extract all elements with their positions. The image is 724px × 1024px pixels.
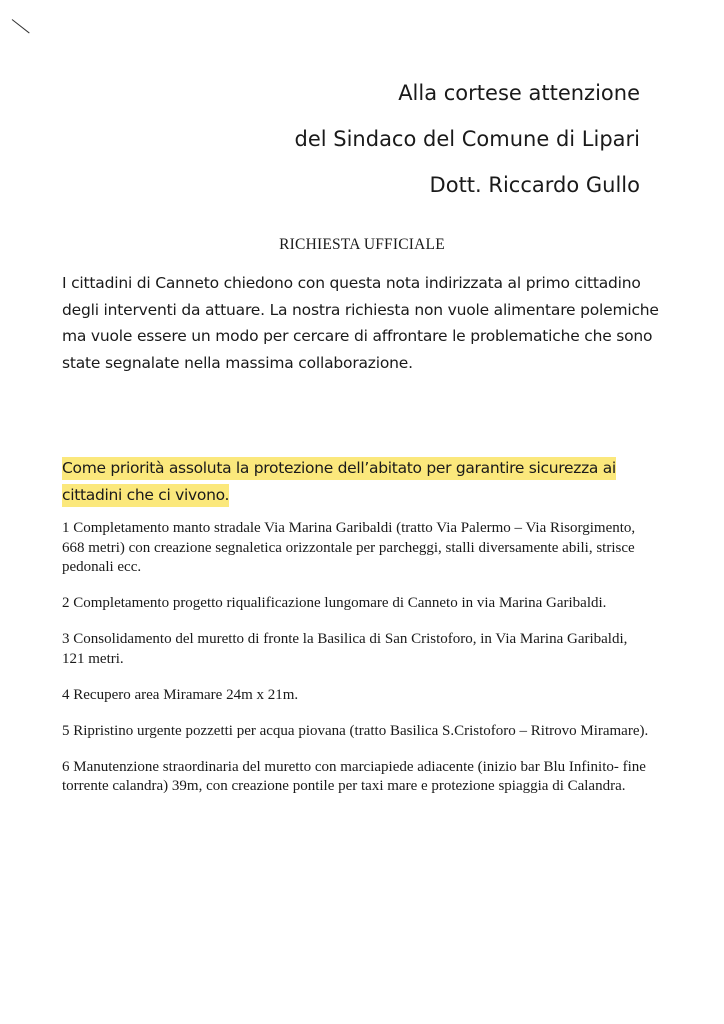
request-list (62, 519, 652, 797)
scan-mark (12, 19, 30, 33)
priority-highlight: Come priorità assoluta la protezione dell’abitato per garantire sicurezza ai cittadini che ci vivono. (62, 457, 616, 507)
list-item: 4 Recupero area Miramare 24m x 21m. (62, 686, 299, 703)
list-item: 1 Completamento manto stradale Via Marina Garibaldi (tratto Via Palermo – Via Risorgimento, 668 metri) con creazione segnaletica orizzontale per parcheggi, stalli diversamente abili, strisce pedonali ecc. (62, 520, 636, 575)
list-item: 2 Completamento progetto riqualificazione lungomare di Canneto in via Marina Garibaldi. (62, 595, 607, 611)
addressee-line-2: del Sindaco del Comune di Lipari (294, 127, 640, 151)
document-heading: RICHIESTA UFFICIALE (279, 236, 445, 253)
addressee-block (295, 70, 641, 208)
addressee-line-3: Dott. Riccardo Gullo (429, 173, 640, 197)
intro-paragraph: I cittadini di Canneto chiedono con questa nota indirizzata al primo cittadino degli interventi da attuare. La nostra richiesta non vuole alimentare polemiche ma vuole essere un modo per cercare di affrontare le problematiche che sono state segnalate nella massima collaborazione. (62, 274, 659, 372)
addressee-line-1: Alla cortese attenzione (398, 81, 640, 105)
list-item: 6 Manutenzione straordinaria del muretto con marciapiede adiacente (inizio bar Blu Infinito- fine torrente calandra) 39m, con creazione pontile per taxi mare e protezione spiaggia di Calandra. (62, 758, 646, 794)
priority-statement (62, 455, 672, 508)
list-item: 3 Consolidamento del muretto di fronte la Basilica di San Cristoforo, in Via Marina Garibaldi, 121 metri. (62, 631, 628, 667)
list-item: 5 Ripristino urgente pozzetti per acqua piovana (tratto Basilica S.Cristoforo – Ritrovo Miramare). (62, 722, 649, 739)
